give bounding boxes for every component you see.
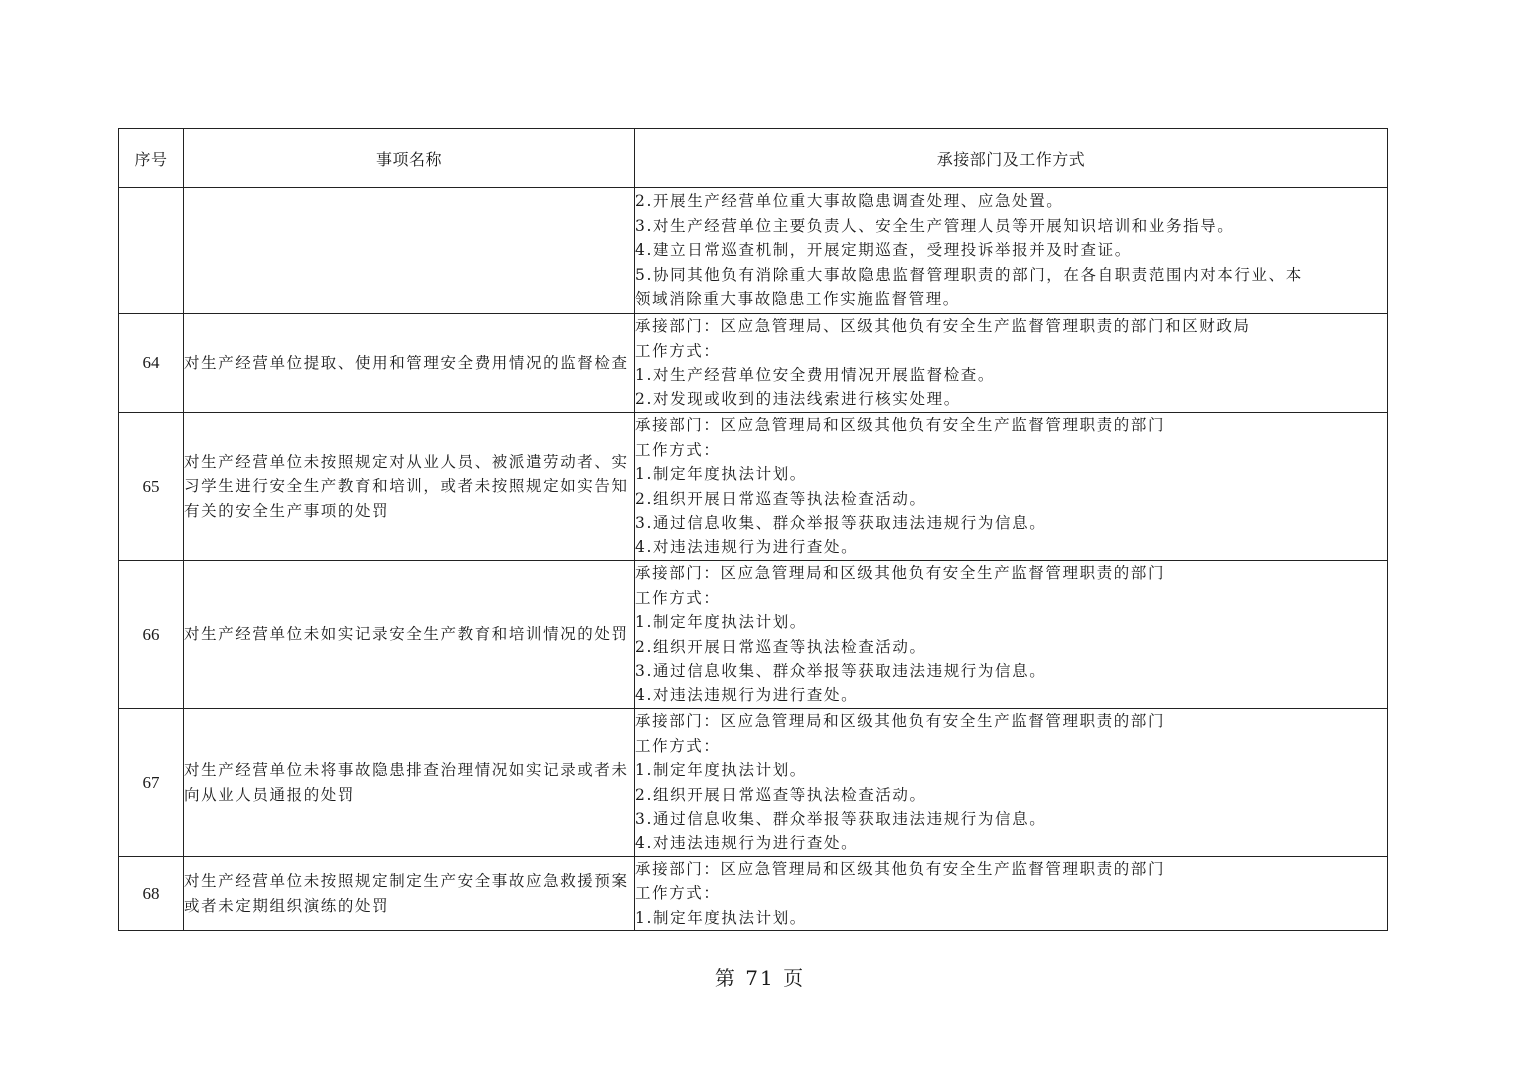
- table-header-row: [119, 129, 1388, 188]
- row-item-name: 对生产经营单位未按照规定对从业人员、被派遣劳动者、实习学生进行安全生产教育和培训，或者未按照规定如实告知有关的安全生产事项的处罚: [184, 413, 635, 561]
- table-row: [119, 188, 1388, 314]
- dept-method-line: 3.通过信息收集、群众举报等获取违法违规行为信息。: [635, 809, 1047, 828]
- dept-method-line: 3.通过信息收集、群众举报等获取违法违规行为信息。: [635, 513, 1047, 532]
- dept-method-line: 4.对违法违规行为进行查处。: [635, 834, 859, 853]
- row-dept-method: [635, 188, 1388, 314]
- dept-method-line: 4.建立日常巡查机制，开展定期巡查，受理投诉举报并及时查证。: [635, 241, 1132, 260]
- row-item-name: 对生产经营单位未按照规定制定生产安全事故应急救援预案或者未定期组织演练的处罚: [184, 857, 635, 931]
- table-body: [119, 188, 1388, 931]
- row-dept-method: [635, 857, 1388, 931]
- dept-method-line: 2.组织开展日常巡查等执法检查活动。: [635, 489, 927, 508]
- page-number: 第 71 页: [714, 966, 806, 990]
- row-seq: 64: [119, 314, 184, 413]
- table-row: [119, 857, 1388, 931]
- dept-method-line: 4.对违法违规行为进行查处。: [635, 686, 859, 705]
- dept-method-line: 2.组织开展日常巡查等执法检查活动。: [635, 637, 927, 656]
- dept-method-line: 2.组织开展日常巡查等执法检查活动。: [635, 785, 927, 804]
- dept-method-line: 工作方式：: [635, 440, 721, 459]
- dept-method-line: 工作方式：: [635, 736, 721, 755]
- dept-method-line: 工作方式：: [635, 588, 721, 607]
- table-row: [119, 561, 1388, 709]
- dept-method-line: 3.通过信息收集、群众举报等获取违法违规行为信息。: [635, 661, 1047, 680]
- dept-method-line: 承接部门：区应急管理局和区级其他负有安全生产监督管理职责的部门: [635, 564, 1166, 583]
- dept-method-line: 承接部门：区应急管理局、区级其他负有安全生产监督管理职责的部门和区财政局: [635, 317, 1251, 336]
- table-row: [119, 314, 1388, 413]
- dept-method-line: 1.制定年度执法计划。: [635, 613, 807, 632]
- dept-method-line: 1.制定年度执法计划。: [635, 465, 807, 484]
- dept-method-line: 1.制定年度执法计划。: [635, 761, 807, 780]
- dept-method-line: 工作方式：: [635, 341, 721, 360]
- dept-method-line: 领域消除重大事故隐患工作实施监督管理。: [635, 290, 960, 309]
- row-seq: 68: [119, 857, 184, 931]
- row-seq: 67: [119, 709, 184, 857]
- row-item-name: [184, 188, 635, 314]
- header-seq: 序号: [119, 129, 184, 188]
- dept-method-line: 3.对生产经营单位主要负责人、安全生产管理人员等开展知识培训和业务指导。: [635, 216, 1235, 235]
- dept-method-line: 工作方式：: [635, 884, 721, 903]
- row-item-name: 对生产经营单位提取、使用和管理安全费用情况的监督检查: [184, 314, 635, 413]
- row-dept-method: [635, 314, 1388, 413]
- row-dept-method: [635, 561, 1388, 709]
- dept-method-line: 1.制定年度执法计划。: [635, 908, 807, 927]
- header-name: 事项名称: [184, 129, 635, 188]
- items-table: [118, 128, 1388, 931]
- dept-method-line: 2.对发现或收到的违法线索进行核实处理。: [635, 390, 961, 409]
- header-dept: 承接部门及工作方式: [635, 129, 1388, 188]
- dept-method-line: 5.协同其他负有消除重大事故隐患监督管理职责的部门，在各自职责范围内对本行业、本: [635, 265, 1303, 284]
- dept-method-line: 2.开展生产经营单位重大事故隐患调查处理、应急处置。: [635, 192, 1064, 211]
- row-seq: 66: [119, 561, 184, 709]
- row-dept-method: [635, 709, 1388, 857]
- dept-method-line: 承接部门：区应急管理局和区级其他负有安全生产监督管理职责的部门: [635, 416, 1166, 435]
- dept-method-line: 承接部门：区应急管理局和区级其他负有安全生产监督管理职责的部门: [635, 712, 1166, 731]
- row-item-name: 对生产经营单位未如实记录安全生产教育和培训情况的处罚: [184, 561, 635, 709]
- row-seq: [119, 188, 184, 314]
- row-dept-method: [635, 413, 1388, 561]
- dept-method-line: 1.对生产经营单位安全费用情况开展监督检查。: [635, 366, 995, 384]
- table-row: [119, 709, 1388, 857]
- row-item-name: 对生产经营单位未将事故隐患排查治理情况如实记录或者未向从业人员通报的处罚: [184, 709, 635, 857]
- table-row: [119, 413, 1388, 561]
- row-seq: 65: [119, 413, 184, 561]
- dept-method-line: 4.对违法违规行为进行查处。: [635, 538, 859, 557]
- dept-method-line: 承接部门：区应急管理局和区级其他负有安全生产监督管理职责的部门: [635, 860, 1166, 878]
